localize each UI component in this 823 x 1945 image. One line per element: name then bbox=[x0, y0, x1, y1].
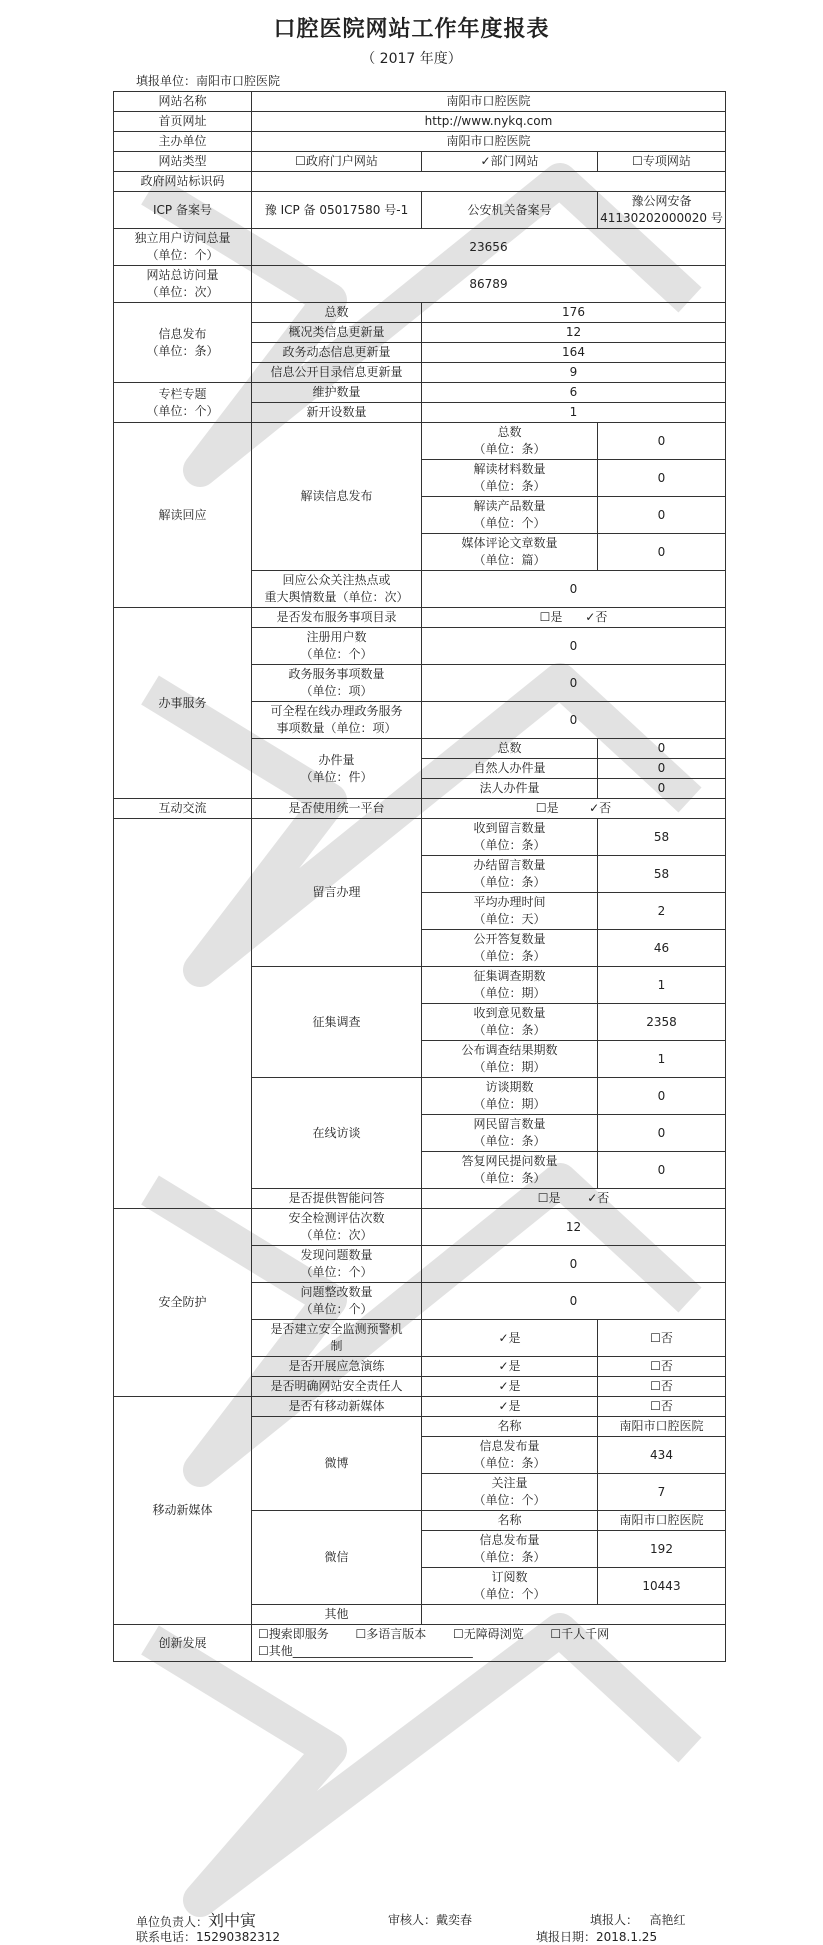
wechat-pub-label: 信息发布量 （单位：条） bbox=[422, 1531, 598, 1568]
service-cases-total-label: 总数 bbox=[422, 739, 598, 759]
weibo-pub-label: 信息发布量 （单位：条） bbox=[422, 1437, 598, 1474]
platform-choice[interactable]: ☐是 ✓否 bbox=[422, 799, 726, 819]
table-row bbox=[114, 303, 726, 323]
interpret-media: 0 bbox=[598, 534, 726, 571]
service-items: 0 bbox=[422, 665, 726, 702]
weibo-fans-label: 关注量 （单位：个） bbox=[422, 1474, 598, 1511]
homepage-label: 首页网址 bbox=[114, 112, 252, 132]
interpret-hot-label: 回应公众关注热点或 重大舆情数量（单位：次） bbox=[252, 571, 422, 608]
security-monitor-yes[interactable]: ✓是 bbox=[422, 1320, 598, 1357]
host-value: 南阳市口腔医院 bbox=[252, 132, 726, 152]
contact-phone: 联系电话：15290382312 bbox=[136, 1930, 280, 1944]
innovation-label: 创新发展 bbox=[114, 1625, 252, 1662]
interaction-blank bbox=[114, 819, 252, 1209]
filler-line: 填报人： 高艳红 bbox=[590, 1913, 686, 1927]
security-monitor-no[interactable]: ☐否 bbox=[598, 1320, 726, 1357]
security-checks-label: 安全检测评估次数 （单位：次） bbox=[252, 1209, 422, 1246]
msg-done-label: 办结留言数量 （单位：条） bbox=[422, 856, 598, 893]
interpret-media-label: 媒体评论文章数量 （单位：篇） bbox=[422, 534, 598, 571]
table-row bbox=[114, 1397, 726, 1417]
uv-label: 独立用户访问总量 （单位：个） bbox=[114, 229, 252, 266]
survey-periods-label: 征集调查期数 （单位：期） bbox=[422, 967, 598, 1004]
info-section-label: 信息发布 （单位：条） bbox=[114, 303, 252, 383]
interpret-section-label: 解读回应 bbox=[114, 423, 252, 608]
table-row bbox=[114, 608, 726, 628]
uv-value: 23656 bbox=[252, 229, 726, 266]
survey-periods: 1 bbox=[598, 967, 726, 1004]
police-label: 公安机关备案号 bbox=[422, 192, 598, 229]
table-row bbox=[114, 172, 726, 192]
interpret-product-label: 解读产品数量 （单位：个） bbox=[422, 497, 598, 534]
interpret-product: 0 bbox=[598, 497, 726, 534]
security-section-label: 安全防护 bbox=[114, 1209, 252, 1397]
head-signature: 刘中寅 bbox=[208, 1911, 257, 1930]
column-maintain-label: 维护数量 bbox=[252, 383, 422, 403]
security-fixed: 0 bbox=[422, 1283, 726, 1320]
ai-choice[interactable]: ☐是 ✓否 bbox=[422, 1189, 726, 1209]
gov-id-label: 政府网站标识码 bbox=[114, 172, 252, 192]
info-overview: 12 bbox=[422, 323, 726, 343]
interpret-total: 0 bbox=[598, 423, 726, 460]
msg-avg-label: 平均办理时间 （单位：天） bbox=[422, 893, 598, 930]
innovation-options bbox=[252, 1625, 726, 1662]
info-catalog: 9 bbox=[422, 363, 726, 383]
interpret-material-label: 解读材料数量 （单位：条） bbox=[422, 460, 598, 497]
msg-recv: 58 bbox=[598, 819, 726, 856]
innovation-opt-other[interactable]: ☐其他______________________________ bbox=[258, 1644, 473, 1658]
weibo-name: 南阳市口腔医院 bbox=[598, 1417, 726, 1437]
wechat-sub: 10443 bbox=[598, 1568, 726, 1605]
weibo-pub: 434 bbox=[598, 1437, 726, 1474]
site-type-special[interactable]: ☐专项网站 bbox=[598, 152, 726, 172]
info-total-label: 总数 bbox=[252, 303, 422, 323]
column-maintain: 6 bbox=[422, 383, 726, 403]
survey-opinions-label: 收到意见数量 （单位：条） bbox=[422, 1004, 598, 1041]
service-catalog-choice[interactable]: ☐是 ✓否 bbox=[422, 608, 726, 628]
service-users-label: 注册用户数 （单位：个） bbox=[252, 628, 422, 665]
info-dynamic-label: 政务动态信息更新量 bbox=[252, 343, 422, 363]
service-catalog-label: 是否发布服务事项目录 bbox=[252, 608, 422, 628]
host-label: 主办单位 bbox=[114, 132, 252, 152]
service-cases-legal: 0 bbox=[598, 779, 726, 799]
service-cases-total: 0 bbox=[598, 739, 726, 759]
reviewer: 审核人：戴奕春 bbox=[388, 1913, 473, 1927]
msg-pub-label: 公开答复数量 （单位：条） bbox=[422, 930, 598, 967]
site-name-label: 网站名称 bbox=[114, 92, 252, 112]
report-year: （ 2017 年度） bbox=[361, 51, 462, 67]
table-row bbox=[114, 1209, 726, 1246]
mobile-has-yes[interactable]: ✓是 bbox=[422, 1397, 598, 1417]
table-row bbox=[114, 132, 726, 152]
survey-results: 1 bbox=[598, 1041, 726, 1078]
info-total: 176 bbox=[422, 303, 726, 323]
mobile-has-label: 是否有移动新媒体 bbox=[252, 1397, 422, 1417]
security-owner-label: 是否明确网站安全责任人 bbox=[252, 1377, 422, 1397]
interpret-hot: 0 bbox=[422, 571, 726, 608]
weibo-label: 微博 bbox=[252, 1417, 422, 1511]
service-online: 0 bbox=[422, 702, 726, 739]
service-items-label: 政务服务事项数量 （单位：项） bbox=[252, 665, 422, 702]
security-monitor-label: 是否建立安全监测预警机 制 bbox=[252, 1320, 422, 1357]
weibo-name-label: 名称 bbox=[422, 1417, 598, 1437]
security-drill-label: 是否开展应急演练 bbox=[252, 1357, 422, 1377]
table-row bbox=[114, 423, 726, 460]
service-cases-label: 办件量 （单位：件） bbox=[252, 739, 422, 799]
interview-answer: 0 bbox=[598, 1152, 726, 1189]
site-type-dept[interactable]: ✓部门网站 bbox=[422, 152, 598, 172]
service-section-label: 办事服务 bbox=[114, 608, 252, 799]
table-row bbox=[114, 799, 726, 819]
column-new-label: 新开设数量 bbox=[252, 403, 422, 423]
service-cases-person: 0 bbox=[598, 759, 726, 779]
survey-results-label: 公布调查结果期数 （单位：期） bbox=[422, 1041, 598, 1078]
security-found-label: 发现问题数量 （单位：个） bbox=[252, 1246, 422, 1283]
security-drill-no[interactable]: ☐否 bbox=[598, 1357, 726, 1377]
survey-label: 征集调查 bbox=[252, 967, 422, 1078]
report-title: 口腔医院网站工作年度报表 bbox=[273, 17, 550, 42]
mobile-has-no[interactable]: ☐否 bbox=[598, 1397, 726, 1417]
service-cases-legal-label: 法人办件量 bbox=[422, 779, 598, 799]
innovation-opt-accessible[interactable]: ☐无障碍浏览 bbox=[452, 1627, 524, 1641]
innovation-opt-personal[interactable]: ☐千人千网 bbox=[550, 1627, 610, 1641]
wechat-sub-label: 订阅数 （单位：个） bbox=[422, 1568, 598, 1605]
security-checks: 12 bbox=[422, 1209, 726, 1246]
interview-answer-label: 答复网民提问数量 （单位：条） bbox=[422, 1152, 598, 1189]
interview-label: 在线访谈 bbox=[252, 1078, 422, 1189]
homepage-url[interactable]: http://www.nykq.com bbox=[252, 112, 726, 132]
info-catalog-label: 信息公开目录信息更新量 bbox=[252, 363, 422, 383]
interview-msg-label: 网民留言数量 （单位：条） bbox=[422, 1115, 598, 1152]
report-table bbox=[113, 91, 726, 1662]
fill-date: 填报日期：2018.1.25 bbox=[536, 1930, 658, 1944]
interpret-publish-label: 解读信息发布 bbox=[252, 423, 422, 571]
table-row bbox=[114, 92, 726, 112]
wechat-name: 南阳市口腔医院 bbox=[598, 1511, 726, 1531]
site-name-value: 南阳市口腔医院 bbox=[252, 92, 726, 112]
msg-pub: 46 bbox=[598, 930, 726, 967]
table-row bbox=[114, 266, 726, 303]
interview-count-label: 访谈期数 （单位：期） bbox=[422, 1078, 598, 1115]
column-new: 1 bbox=[422, 403, 726, 423]
innovation-opt-multilang[interactable]: ☐多语言版本 bbox=[355, 1627, 427, 1641]
security-fixed-label: 问题整改数量 （单位：个） bbox=[252, 1283, 422, 1320]
head-signature-line: 单位负责人：刘中寅 bbox=[136, 1911, 257, 1930]
wechat-name-label: 名称 bbox=[422, 1511, 598, 1531]
table-row bbox=[114, 112, 726, 132]
pv-value: 86789 bbox=[252, 266, 726, 303]
interview-msg: 0 bbox=[598, 1115, 726, 1152]
info-overview-label: 概况类信息更新量 bbox=[252, 323, 422, 343]
security-owner-yes[interactable]: ✓是 bbox=[422, 1377, 598, 1397]
pv-label: 网站总访问量 （单位：次） bbox=[114, 266, 252, 303]
msg-recv-label: 收到留言数量 （单位：条） bbox=[422, 819, 598, 856]
info-dynamic: 164 bbox=[422, 343, 726, 363]
table-row bbox=[114, 1625, 726, 1662]
platform-label: 是否使用统一平台 bbox=[252, 799, 422, 819]
interpret-total-label: 总数 （单位：条） bbox=[422, 423, 598, 460]
mobile-section-label: 移动新媒体 bbox=[114, 1397, 252, 1625]
table-row bbox=[114, 383, 726, 403]
msg-avg: 2 bbox=[598, 893, 726, 930]
site-type-label: 网站类型 bbox=[114, 152, 252, 172]
table-row bbox=[114, 229, 726, 266]
innovation-opt-search[interactable]: ☐搜索即服务 bbox=[258, 1627, 329, 1641]
interaction-label: 互动交流 bbox=[114, 799, 252, 819]
wechat-pub: 192 bbox=[598, 1531, 726, 1568]
msg-label: 留言办理 bbox=[252, 819, 422, 967]
msg-done: 58 bbox=[598, 856, 726, 893]
icp-value: 豫 ICP 备 05017580 号-1 bbox=[252, 192, 422, 229]
site-type-gov[interactable]: ☐政府门户网站 bbox=[252, 152, 422, 172]
security-owner-no[interactable]: ☐否 bbox=[598, 1377, 726, 1397]
service-online-label: 可全程在线办理政务服务 事项数量（单位：项） bbox=[252, 702, 422, 739]
service-users: 0 bbox=[422, 628, 726, 665]
column-section-label: 专栏专题 （单位：个） bbox=[114, 383, 252, 423]
table-row bbox=[114, 192, 726, 229]
mobile-other-value bbox=[422, 1605, 726, 1625]
filler-name: 高艳红 bbox=[649, 1913, 686, 1927]
police-value: 豫公网安备 41130202000020 号 bbox=[598, 192, 726, 229]
wechat-label: 微信 bbox=[252, 1511, 422, 1605]
mobile-other-label: 其他 bbox=[252, 1605, 422, 1625]
security-found: 0 bbox=[422, 1246, 726, 1283]
interpret-material: 0 bbox=[598, 460, 726, 497]
reporting-unit: 填报单位：南阳市口腔医院 bbox=[136, 74, 281, 88]
gov-id-value bbox=[252, 172, 726, 192]
table-row bbox=[114, 819, 726, 856]
service-cases-person-label: 自然人办件量 bbox=[422, 759, 598, 779]
icp-label: ICP 备案号 bbox=[114, 192, 252, 229]
table-row bbox=[114, 152, 726, 172]
interview-count: 0 bbox=[598, 1078, 726, 1115]
security-drill-yes[interactable]: ✓是 bbox=[422, 1357, 598, 1377]
weibo-fans: 7 bbox=[598, 1474, 726, 1511]
survey-opinions: 2358 bbox=[598, 1004, 726, 1041]
ai-label: 是否提供智能问答 bbox=[252, 1189, 422, 1209]
